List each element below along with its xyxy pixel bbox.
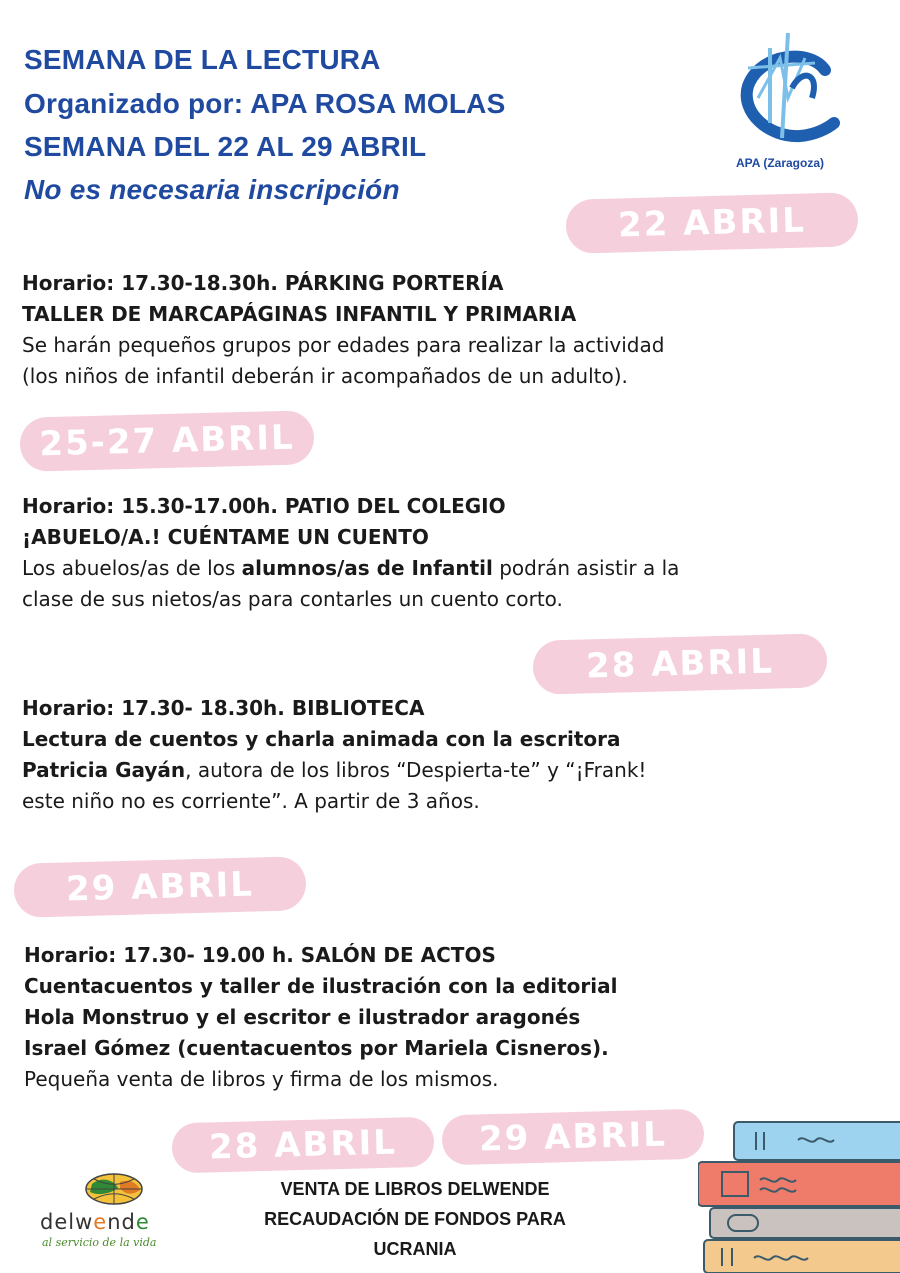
event-title: TALLER DE MARCAPÁGINAS INFANTIL Y PRIMARIA bbox=[22, 302, 577, 326]
event-desc: (los niños de infantil deberán ir acompañados de un adulto). bbox=[22, 364, 628, 388]
delwende-wordmark bbox=[40, 1210, 150, 1234]
date-pill-28-abril: 28 ABRIL bbox=[532, 633, 827, 695]
event-title: Hola Monstruo y el escritor e ilustrador aragonés bbox=[24, 1005, 581, 1029]
wordmark-part: delw bbox=[40, 1210, 94, 1234]
delwende-tagline: al servicio de la vida bbox=[42, 1236, 157, 1249]
footer-line: RECAUDACIÓN DE FONDOS PARA bbox=[264, 1209, 566, 1229]
footer-line: UCRANIA bbox=[373, 1239, 457, 1259]
date-pill-22-abril: 22 ABRIL bbox=[565, 192, 858, 254]
event-schedule: Horario: 17.30- 18.30h. BIBLIOTECA bbox=[22, 696, 425, 720]
event-desc: , autora de los libros “Despierta-te” y “¡Frank! bbox=[185, 758, 647, 782]
event-desc: podrán asistir a la bbox=[492, 556, 680, 580]
event-22-abril bbox=[22, 268, 882, 392]
event-29-abril bbox=[24, 940, 884, 1095]
event-title: ¡ABUELO/A.! CUÉNTAME UN CUENTO bbox=[22, 525, 429, 549]
footer-date-pill-28: 28 ABRIL bbox=[171, 1117, 434, 1174]
week-line: SEMANA DEL 22 AL 29 ABRIL bbox=[24, 131, 427, 162]
author-name: Patricia Gayán bbox=[22, 758, 186, 782]
apa-logo bbox=[730, 28, 840, 178]
footer-line: VENTA DE LIBROS DELWENDE bbox=[280, 1179, 550, 1199]
event-desc: este niño no es corriente”. A partir de 3 años. bbox=[22, 789, 480, 813]
registration-note: No es necesaria inscripción bbox=[24, 174, 400, 205]
organizer-line: Organizado por: APA ROSA MOLAS bbox=[24, 88, 506, 119]
title-line: SEMANA DE LA LECTURA bbox=[24, 44, 381, 75]
event-schedule: Horario: 17.30- 19.00 h. SALÓN DE ACTOS bbox=[24, 943, 496, 967]
event-desc: Pequeña venta de libros y firma de los mismos. bbox=[24, 1067, 499, 1091]
footer-announcement bbox=[210, 1174, 620, 1264]
wordmark-part: e bbox=[135, 1210, 150, 1234]
event-desc-highlight: alumnos/as de Infantil bbox=[241, 556, 493, 580]
footer-date-pill-29: 29 ABRIL bbox=[441, 1109, 704, 1166]
globe-icon bbox=[84, 1172, 144, 1206]
wordmark-part: nd bbox=[107, 1210, 136, 1234]
event-schedule: Horario: 17.30-18.30h. PÁRKING PORTERÍA bbox=[22, 271, 504, 295]
delwende-logo bbox=[38, 1172, 198, 1252]
event-desc: clase de sus nietos/as para contarles un cuento corto. bbox=[22, 587, 563, 611]
wordmark-part: e bbox=[93, 1210, 108, 1234]
event-28-abril bbox=[22, 693, 882, 817]
event-desc: Se harán pequeños grupos por edades para realizar la actividad bbox=[22, 333, 665, 357]
date-pill-25-27-abril: 25-27 ABRIL bbox=[19, 410, 314, 472]
apa-logo-icon bbox=[730, 28, 840, 148]
event-title: Israel Gómez (cuentacuentos por Mariela Cisneros). bbox=[24, 1036, 609, 1060]
event-title: Cuentacuentos y taller de ilustración con la editorial bbox=[24, 974, 618, 998]
event-25-27-abril bbox=[22, 491, 882, 615]
event-desc: Los abuelos/as de los bbox=[22, 556, 242, 580]
event-title: Lectura de cuentos y charla animada con la escritora bbox=[22, 727, 621, 751]
event-schedule: Horario: 15.30-17.00h. PATIO DEL COLEGIO bbox=[22, 494, 506, 518]
logo-caption: APA (Zaragoza) bbox=[736, 156, 825, 170]
books-stack-icon bbox=[698, 1118, 900, 1273]
date-pill-29-abril: 29 ABRIL bbox=[13, 856, 306, 918]
